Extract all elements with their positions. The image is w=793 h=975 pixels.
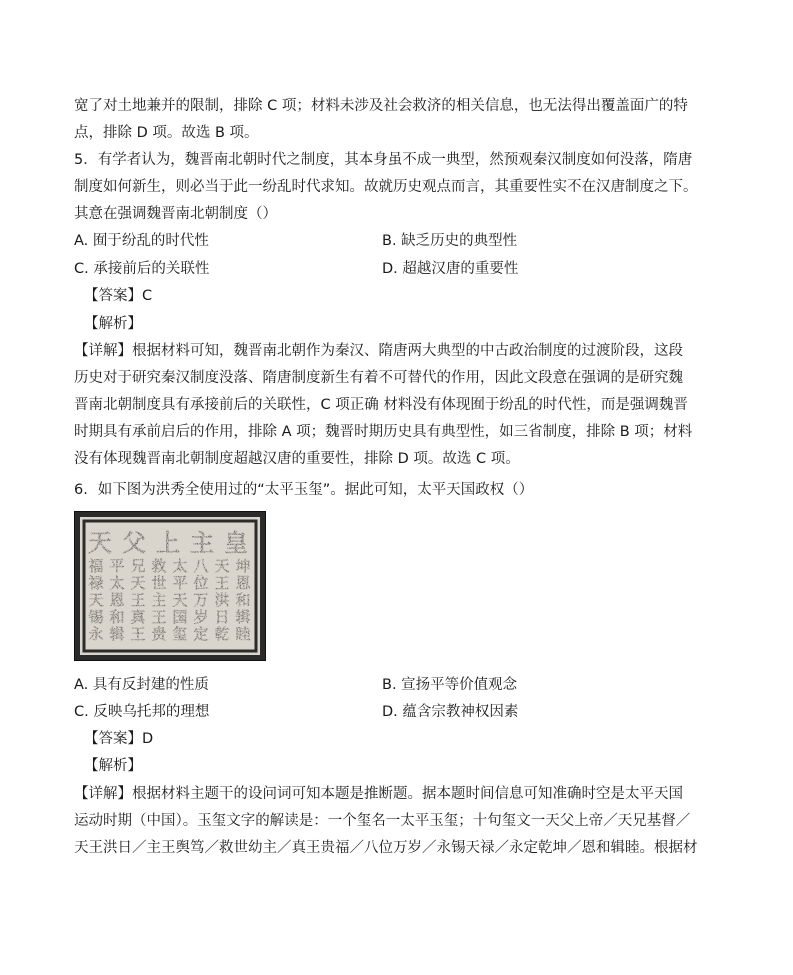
q6-answer: 【答案】D (84, 731, 154, 747)
seal-glyph: 恩 (109, 591, 125, 609)
q5-detail-line-3: 晋南北朝制度具有承接前后的关联性，C 项正确 材料没有体现囿于纷乱的时代性，而是强调魏晋 (74, 397, 688, 413)
seal-glyph: 和 (235, 591, 251, 609)
q6-stem: 6．如下图为洪秀全使用过的“太平玉玺”。据此可知，太平天国政权（） (74, 482, 534, 498)
q6-detail-line-3: 天王洪日／主王舆笃／救世幼主／真王贵福／八位万岁／永锡天禄／永定乾坤／恩和辑睦。根据材 (74, 840, 698, 856)
seal-glyph: 平 (109, 557, 125, 575)
q5-detail-line-5: 没有体现魏晋南北朝制度超越汉唐的重要性，排除 D 项。故选 C 项。 (74, 451, 520, 467)
seal-glyph: 兄 (130, 557, 146, 575)
q5-stem-line-1: 5．有学者认为，魏晋南北朝时代之制度，其本身虽不成一典型，然预观秦汉制度如何没落，隋唐 (74, 152, 693, 168)
seal-glyph: 恩 (235, 574, 251, 592)
q6-option-d: D. 蕴含宗教神权因素 (382, 704, 519, 720)
seal-glyph: 和 (109, 608, 125, 626)
seal-glyph: 太 (172, 557, 188, 575)
q5-answer: 【答案】C (84, 288, 153, 304)
q6-detail-line-2: 运动时期（中国）。玉玺文字的解读是：一个玺名一太平玉玺；十句玺文一天父上帝／天兄基督／ (74, 813, 691, 829)
q5-option-d: D. 超越汉唐的重要性 (382, 261, 519, 277)
taiping-seal-image (74, 511, 266, 661)
q6-option-b: B. 宣扬平等价值观念 (382, 677, 518, 693)
seal-glyph: 天 (88, 528, 112, 557)
seal-glyph: 主 (190, 528, 214, 557)
q6-detail-line-1: 【详解】根据材料主题干的设问词可知本题是推断题。据本题时间信息可知准确时空是太平天国 (74, 786, 683, 802)
continuation-line-2: 点，排除 D 项。故选 B 项。 (74, 125, 259, 141)
seal-glyph: 世 (151, 574, 167, 592)
seal-glyph: 玺 (172, 625, 188, 643)
q5-option-c: C. 承接前后的关联性 (74, 261, 210, 277)
seal-glyph: 万 (193, 591, 209, 609)
continuation-line-1: 宽了对土地兼并的限制，排除 C 项；材料未涉及社会救济的相关信息，也无法得出覆盖面广的特 (74, 98, 688, 114)
seal-glyph: 救 (151, 557, 167, 575)
seal-glyph: 坤 (235, 557, 251, 575)
seal-glyph: 日 (214, 608, 230, 626)
seal-glyph: 永 (88, 625, 104, 643)
seal-glyph: 辑 (235, 608, 251, 626)
seal-glyph: 定 (193, 625, 209, 643)
seal-glyph: 国 (172, 608, 188, 626)
q5-analysis-label: 【解析】 (84, 316, 142, 332)
seal-glyph: 洪 (214, 591, 230, 609)
seal-glyph: 皇 (224, 528, 248, 557)
seal-glyph: 八 (193, 557, 209, 575)
seal-glyph: 贵 (151, 625, 167, 643)
q5-option-b: B. 缺乏历史的典型性 (382, 233, 518, 249)
seal-glyph: 辑 (109, 625, 125, 643)
seal-glyph: 王 (130, 591, 146, 609)
seal-glyph: 王 (214, 574, 230, 592)
seal-glyph: 天 (172, 591, 188, 609)
q5-detail-line-1: 【详解】根据材料可知，魏晋南北朝作为秦汉、隋唐两大典型的中古政治制度的过渡阶段，这段 (74, 343, 683, 359)
seal-glyph: 王 (130, 625, 146, 643)
q5-detail-line-2: 历史对于研究秦汉制度没落、隋唐制度新生有着不可替代的作用，因此文段意在强调的是研究魏 (74, 370, 683, 386)
q5-stem-line-3: 其意在强调魏晋南北朝制度（） (74, 206, 277, 222)
q6-analysis-label: 【解析】 (84, 758, 142, 774)
seal-glyph: 睦 (235, 625, 251, 643)
q6-option-c: C. 反映乌托邦的理想 (74, 704, 210, 720)
q6-option-a: A. 具有反封建的性质 (74, 677, 209, 693)
seal-glyph: 天 (214, 557, 230, 575)
seal-glyph: 福 (88, 557, 104, 575)
seal-glyph: 太 (109, 574, 125, 592)
seal-glyph: 天 (88, 591, 104, 609)
seal-glyph: 上 (156, 528, 180, 557)
seal-glyph: 禄 (88, 574, 104, 592)
seal-glyph: 位 (193, 574, 209, 592)
q5-option-a: A. 囿于纷乱的时代性 (74, 233, 209, 249)
seal-glyph: 平 (172, 574, 188, 592)
q5-stem-line-2: 制度如何新生，则必当于此一纷乱时代求知。故就历史观点而言，其重要性实不在汉唐制度之下。 (74, 179, 698, 195)
seal-glyph: 真 (130, 608, 146, 626)
seal-glyph: 父 (122, 528, 146, 557)
seal-glyph: 王 (151, 608, 167, 626)
q5-detail-line-4: 时期具有承前启后的作用，排除 A 项；魏晋时期历史具有典型性，如三省制度，排除 B 项；材料 (74, 424, 693, 440)
seal-glyph: 岁 (193, 608, 209, 626)
seal-glyph: 乾 (214, 625, 230, 643)
seal-glyph: 天 (130, 574, 146, 592)
seal-glyph: 主 (151, 591, 167, 609)
seal-glyph: 锡 (88, 608, 104, 626)
